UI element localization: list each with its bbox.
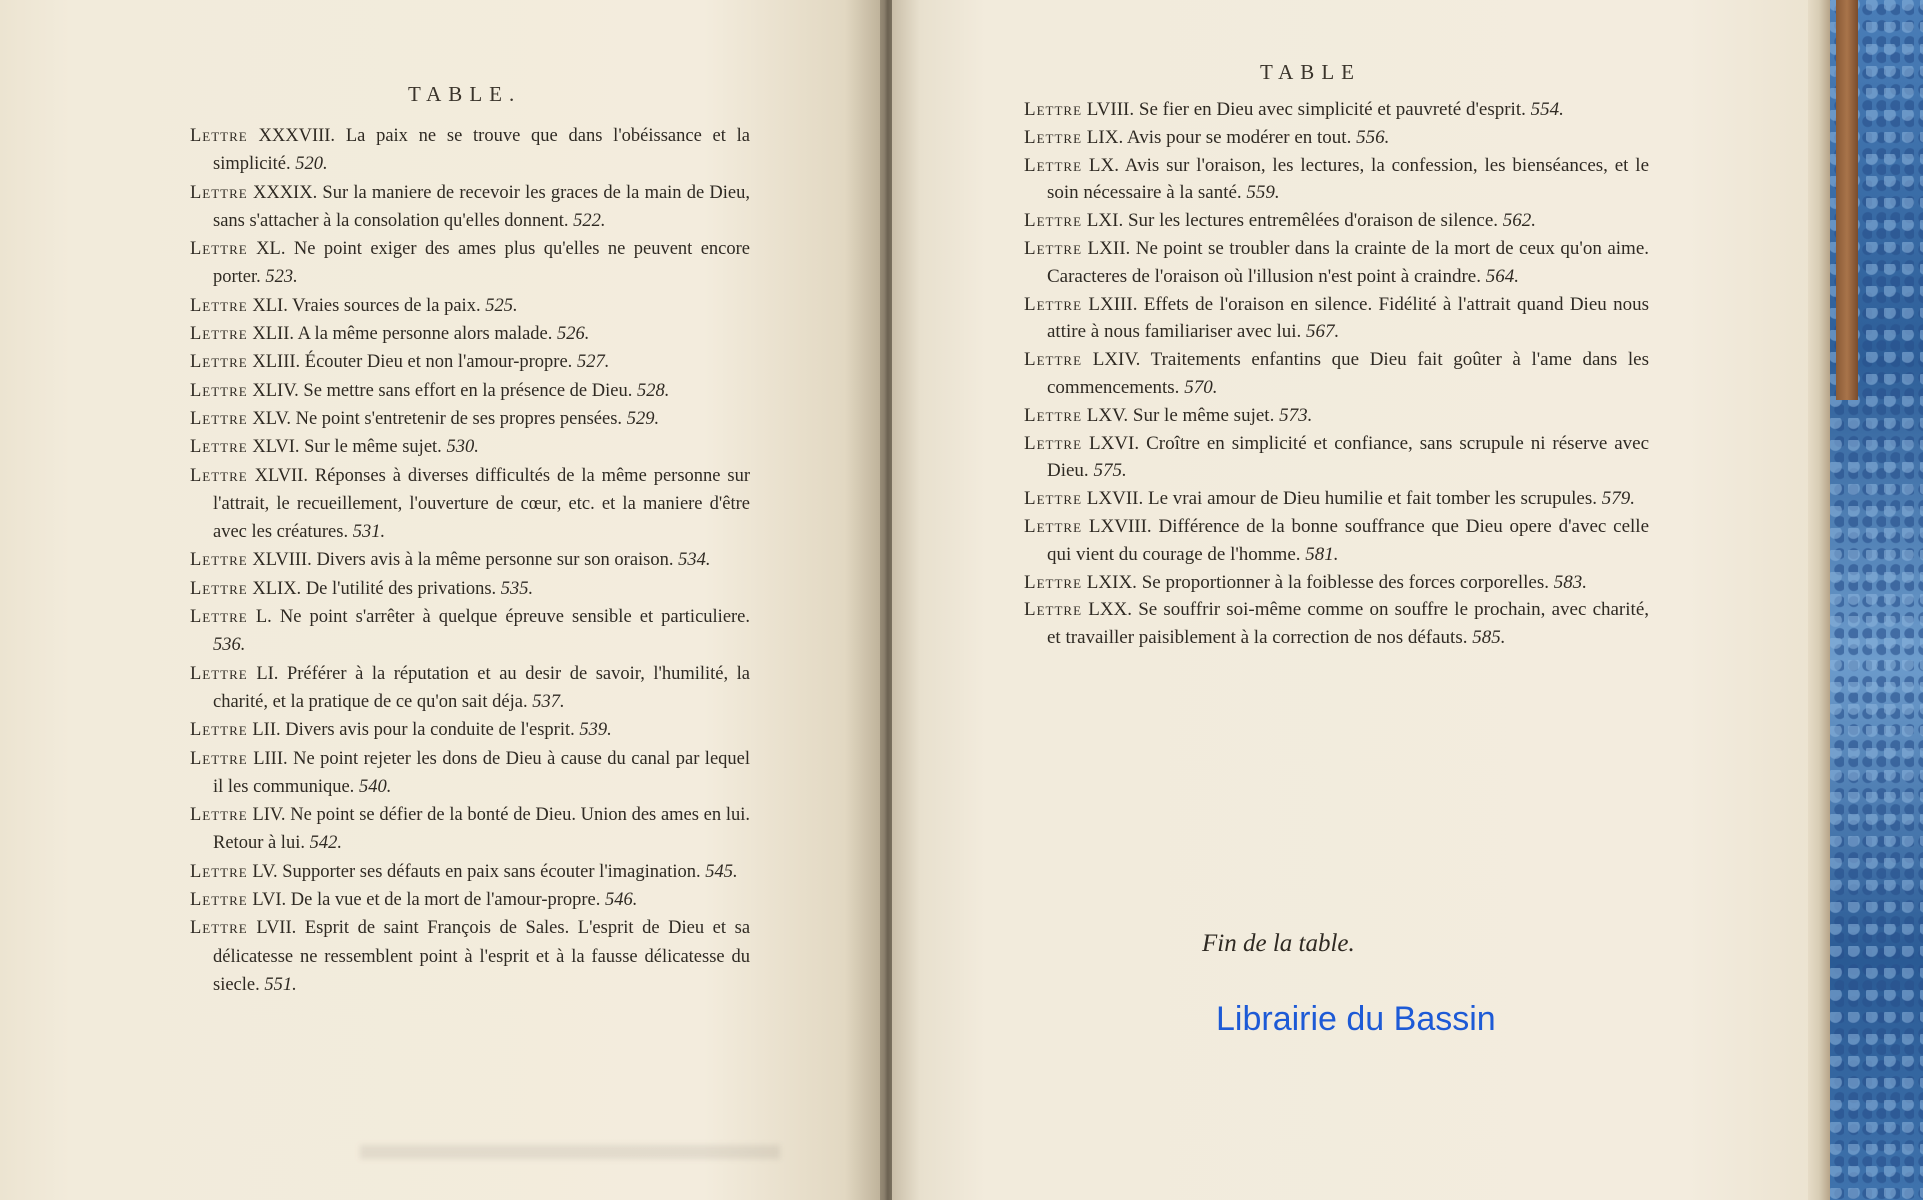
- lettre-label: Lettre: [1024, 126, 1083, 148]
- lettre-label: Lettre: [190, 748, 248, 769]
- lettre-label: Lettre: [1024, 432, 1083, 454]
- lettre-label: Lettre: [190, 126, 248, 146]
- toc-entry: [1024, 346, 1649, 402]
- letter-number: LXVII.: [1086, 488, 1144, 510]
- letter-title: Avis pour se modérer en tout.: [1126, 126, 1352, 148]
- page-number: 583.: [1553, 571, 1587, 593]
- lettre-label: Lettre: [1024, 210, 1083, 232]
- letter-title: Effets de l'oraison en silence. Fidélité à l'attrait quand Dieu nous attire à nous familiariser avec lui.: [1047, 293, 1649, 343]
- letter-title: Se souffrir soi-même comme on souffre le prochain, avec charité, et travailler paisiblement à la correction de nos défauts.: [1047, 599, 1650, 649]
- letter-number: XLVI.: [252, 437, 300, 458]
- page-number: 537.: [532, 691, 565, 712]
- page-number: 579.: [1601, 488, 1635, 510]
- lettre-label: Lettre: [1024, 515, 1083, 537]
- toc-entry: [190, 546, 750, 574]
- lettre-label: Lettre: [190, 578, 248, 599]
- toc-entry: [190, 858, 750, 886]
- lettre-label: Lettre: [190, 295, 248, 316]
- letter-number: LIII.: [253, 748, 288, 769]
- closing-line: Fin de la table.: [1202, 930, 1355, 957]
- toc-entry: [190, 914, 750, 999]
- letter-number: LV.: [252, 861, 278, 882]
- letter-number: LXIII.: [1088, 293, 1138, 315]
- right-page: [892, 0, 1827, 1200]
- letter-title: Ne point s'arrêter à quelque épreuve sensible et particuliere.: [279, 607, 751, 628]
- lettre-label: Lettre: [190, 663, 248, 684]
- watermark-text: Librairie du Bassin: [1216, 1000, 1496, 1038]
- letter-number: XLIV.: [252, 380, 299, 401]
- toc-entry: [1024, 513, 1649, 569]
- letter-number: XLII.: [252, 324, 294, 345]
- page-number: 522.: [573, 210, 606, 231]
- toc-entry: [1024, 485, 1649, 513]
- page-number: 554.: [1530, 99, 1564, 120]
- page-number: 581.: [1305, 543, 1339, 565]
- page-number: 530.: [446, 437, 479, 458]
- toc-entry: [190, 179, 750, 236]
- lettre-label: Lettre: [1024, 571, 1083, 593]
- letter-title: Sur le même sujet.: [1132, 404, 1275, 426]
- toc-entry: [190, 320, 750, 348]
- letter-number: LIV.: [252, 805, 286, 826]
- paper-shadow: [360, 1145, 780, 1159]
- lettre-label: Lettre: [190, 550, 248, 571]
- letter-title: Se proportionner à la foiblesse des forces corporelles.: [1141, 571, 1549, 593]
- letter-number: LXX.: [1088, 599, 1133, 621]
- toc-entry: [190, 377, 750, 405]
- letter-number: LIX.: [1086, 126, 1124, 148]
- letter-title: A la même personne alors malade.: [297, 324, 553, 345]
- page-number: 551.: [264, 974, 297, 995]
- toc-entry: [190, 603, 750, 660]
- page-number: 546.: [605, 890, 638, 911]
- lettre-label: Lettre: [190, 465, 248, 486]
- letter-number: LXVI.: [1088, 432, 1140, 454]
- letter-number: LVI.: [252, 890, 287, 911]
- page-number: 536.: [213, 635, 246, 656]
- toc-entry: [190, 235, 750, 292]
- toc-entry: [1024, 291, 1649, 347]
- letter-title: Sur le même sujet.: [304, 437, 442, 458]
- page-number: 520.: [295, 154, 328, 175]
- letter-title: Ne point exiger des ames plus qu'elles ne peuvent encore porter.: [213, 239, 751, 288]
- lettre-label: Lettre: [190, 720, 248, 741]
- toc-entry: [1024, 596, 1649, 652]
- lettre-label: Lettre: [1024, 99, 1083, 120]
- letter-title: Réponses à diverses difficultés de la même personne sur l'attrait, le recueillement, l'ouverture de cœur, etc. et la maniere d'être avec les créatures.: [213, 465, 751, 543]
- letter-title: Se fier en Dieu avec simplicité et pauvreté d'esprit.: [1138, 99, 1526, 120]
- letter-number: LXI.: [1086, 210, 1124, 232]
- page-number: 570.: [1184, 376, 1218, 398]
- page-edge: [1808, 0, 1832, 1200]
- toc-entry: [190, 405, 750, 433]
- page-number: 562.: [1502, 210, 1537, 232]
- letter-title: Divers avis pour la conduite de l'esprit.: [285, 720, 575, 741]
- lettre-label: Lettre: [190, 437, 248, 458]
- letter-number: LX.: [1088, 154, 1119, 176]
- lettre-label: Lettre: [190, 324, 248, 345]
- lettre-label: Lettre: [1024, 404, 1083, 426]
- letter-number: XXXIX.: [252, 182, 318, 203]
- lettre-label: Lettre: [190, 805, 248, 826]
- letter-title: Ne point se défier de la bonté de Dieu. Union des ames en lui. Retour à lui.: [213, 805, 750, 854]
- letter-title: Divers avis à la même personne sur son oraison.: [316, 550, 674, 571]
- toc-entry: [1024, 569, 1649, 597]
- letter-number: LXIV.: [1092, 349, 1141, 371]
- toc-entry: [1024, 235, 1649, 291]
- page-number: 585.: [1472, 627, 1506, 649]
- lettre-label: Lettre: [1024, 293, 1083, 315]
- lettre-label: Lettre: [190, 380, 248, 401]
- letter-title: Se mettre sans effort en la présence de Dieu.: [303, 380, 633, 401]
- letter-number: LII.: [252, 720, 281, 741]
- toc-entry: [190, 348, 750, 376]
- letter-number: L.: [255, 607, 272, 628]
- toc-entry: [1024, 96, 1649, 124]
- letter-number: LXV.: [1086, 404, 1129, 426]
- page-number: 526.: [557, 324, 590, 345]
- letter-title: Esprit de saint François de Sales. L'esprit de Dieu et sa délicatesse ne ressemblent point à l'esprit et à la fausse délicatesse du siecle.: [213, 918, 751, 995]
- letter-number: XLVIII.: [252, 550, 312, 571]
- toc-entry: [190, 292, 750, 320]
- page-number: 534.: [678, 550, 711, 571]
- lettre-label: Lettre: [1024, 599, 1083, 621]
- letter-number: LVIII.: [1086, 99, 1135, 120]
- letter-number: XLI.: [252, 295, 288, 316]
- toc-entry: [190, 886, 750, 914]
- lettre-label: Lettre: [190, 239, 248, 260]
- toc-entry: [1024, 207, 1649, 235]
- letter-number: XLVII.: [254, 465, 308, 486]
- lettre-label: Lettre: [190, 182, 248, 203]
- letter-number: LXII.: [1087, 237, 1131, 259]
- letter-title: Sur la maniere de recevoir les graces de la main de Dieu, sans s'attacher à la consolation qu'elles donnent.: [213, 182, 751, 231]
- letter-number: LXVIII.: [1088, 515, 1152, 537]
- letter-title: Supporter ses défauts en paix sans écouter l'imagination.: [282, 861, 701, 882]
- toc-entry: [1024, 402, 1649, 430]
- letter-title: Le vrai amour de Dieu humilie et fait tomber les scrupules.: [1148, 488, 1597, 510]
- letter-title: Préférer à la réputation et au desir de savoir, l'humilité, la charité, et la pratique de ce qu'on sait déja.: [213, 663, 751, 712]
- lettre-label: Lettre: [190, 408, 248, 429]
- letter-number: XLIII.: [252, 352, 301, 373]
- toc-entry: [190, 801, 750, 858]
- toc-entry: [190, 745, 750, 802]
- toc-entry: [1024, 152, 1649, 208]
- page-number: 527.: [576, 352, 610, 373]
- lettre-label: Lettre: [190, 890, 248, 911]
- toc-entry: [190, 660, 750, 717]
- letter-number: XLIX.: [252, 578, 302, 599]
- toc-entry: [190, 122, 750, 179]
- letter-title: De la vue et de la mort de l'amour-propre.: [290, 890, 601, 911]
- letter-title: Traitements enfantins que Dieu fait goûter à l'ame dans les commencements.: [1047, 349, 1650, 398]
- left-page: [0, 0, 880, 1200]
- letter-title: La paix ne se trouve que dans l'obéissance et la simplicité.: [213, 126, 750, 175]
- page-number: 564.: [1485, 265, 1519, 287]
- lettre-label: Lettre: [190, 918, 248, 939]
- letter-title: Sur les lectures entremêlées d'oraison de silence.: [1127, 210, 1499, 232]
- lettre-label: Lettre: [190, 861, 248, 882]
- page-number: 523.: [265, 267, 298, 288]
- page-number: 531.: [352, 522, 386, 543]
- toc-entry: [190, 716, 750, 744]
- lettre-label: Lettre: [190, 352, 248, 373]
- right-table-of-contents: [1024, 96, 1649, 652]
- letter-number: XXXVIII.: [258, 126, 336, 146]
- page-number: 559.: [1246, 182, 1280, 204]
- page-number: 542.: [309, 833, 342, 854]
- toc-entry: [190, 433, 750, 461]
- letter-title: Écouter Dieu et non l'amour-propre.: [304, 352, 573, 373]
- letter-number: LXIX.: [1086, 571, 1137, 593]
- page-number: 535.: [500, 578, 534, 599]
- lettre-label: Lettre: [190, 607, 248, 628]
- page-number: 528.: [636, 380, 670, 401]
- running-head-left: TABLE.: [408, 82, 522, 106]
- page-number: 525.: [485, 295, 518, 316]
- toc-entry: [1024, 430, 1649, 486]
- letter-title: Avis sur l'oraison, les lectures, la confession, les bienséances, et le soin nécessaire à la santé.: [1047, 154, 1650, 204]
- page-number: 545.: [705, 861, 738, 882]
- toc-entry: [190, 575, 750, 603]
- letter-number: XL.: [256, 239, 286, 260]
- page-number: 567.: [1306, 321, 1340, 343]
- page-number: 573.: [1279, 404, 1313, 426]
- page-number: 575.: [1093, 460, 1127, 482]
- letter-title: Ne point rejeter les dons de Dieu à cause du canal par lequel il les communique.: [213, 748, 751, 797]
- toc-entry: [1024, 124, 1649, 152]
- letter-title: Ne point s'entretenir de ses propres pensées.: [295, 408, 623, 429]
- left-table-of-contents: [190, 122, 750, 999]
- page-number: 529.: [626, 408, 660, 429]
- toc-entry: [190, 462, 750, 547]
- letter-number: LVII.: [256, 918, 297, 939]
- lettre-label: Lettre: [1024, 237, 1083, 259]
- letter-title: Vraies sources de la paix.: [292, 295, 481, 316]
- lettre-label: Lettre: [1024, 488, 1083, 510]
- lettre-label: Lettre: [1024, 349, 1083, 371]
- letter-title: Croître en simplicité et confiance, sans scrupule ni réserve avec Dieu.: [1047, 432, 1649, 482]
- letter-title: Différence de la bonne souffrance que Dieu opere d'avec celle qui vient du courage de l'homme.: [1047, 515, 1650, 565]
- letter-number: LI.: [256, 663, 279, 684]
- page-number: 556.: [1356, 126, 1390, 148]
- lettre-label: Lettre: [1024, 154, 1083, 176]
- running-head-right: TABLE: [1260, 60, 1361, 84]
- letter-title: Ne point se troubler dans la crainte de la mort de ceux qu'on aime. Caracteres de l'oraison où l'illusion n'est point à craindre.: [1047, 237, 1650, 287]
- page-number: 539.: [579, 720, 612, 741]
- leather-spine: [1836, 0, 1858, 400]
- page-number: 540.: [358, 776, 392, 797]
- letter-title: De l'utilité des privations.: [305, 578, 497, 599]
- letter-number: XLV.: [252, 408, 291, 429]
